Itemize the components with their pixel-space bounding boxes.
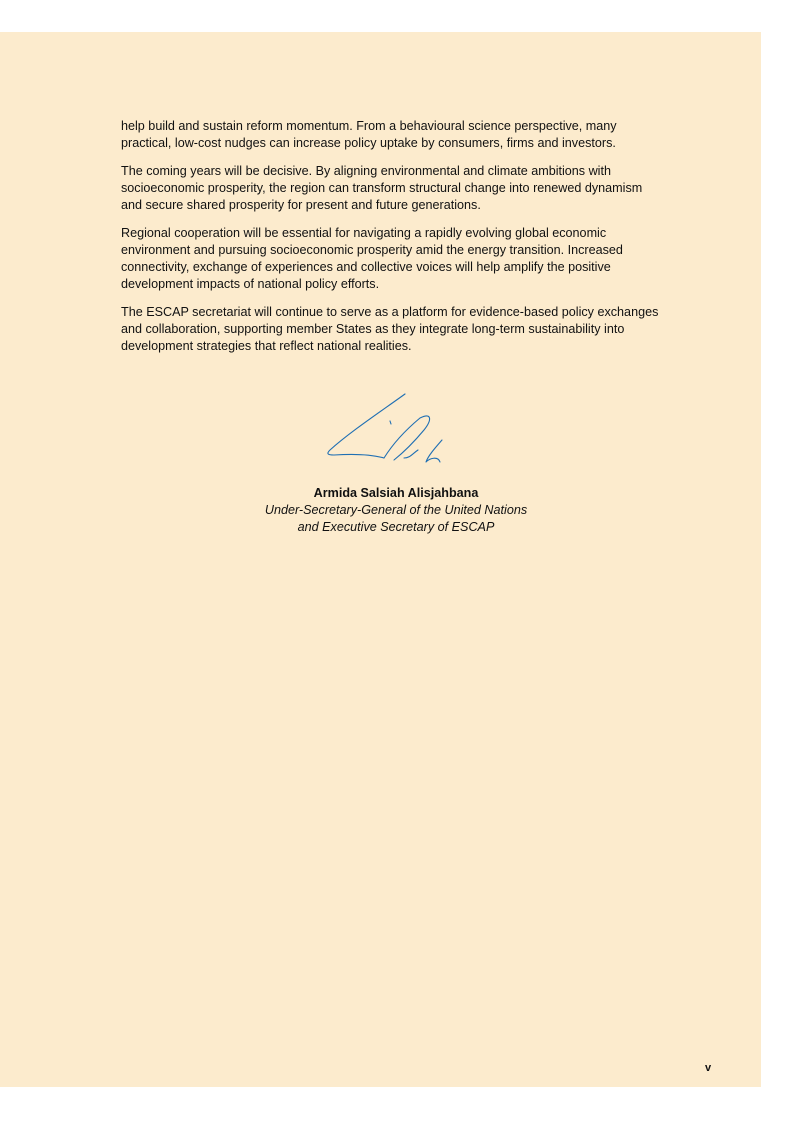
signatory-block [196,485,596,536]
signatory-name: Armida Salsiah Alisjahbana [313,486,479,500]
paragraph: The coming years will be decisive. By aligning environmental and climate ambitions with socioeconomic prosperity, the region can transform structural change into renewed dynamism and secure shared prosperity for present and future generations. [121,164,643,212]
page-number: v [704,1062,712,1074]
handwritten-signature [320,392,460,477]
paragraph: The ESCAP secretariat will continue to serve as a platform for evidence-based policy exchanges and collaboration, supporting member States as they integrate long-term sustainability into development strategies that reflect national realities. [121,305,659,353]
document-page [0,32,761,1087]
signatory-title-line2: and Executive Secretary of ESCAP [297,520,495,534]
paragraph: help build and sustain reform momentum. From a behavioural science perspective, many practical, low-cost nudges can increase policy uptake by consumers, firms and investors. [121,119,617,150]
signatory-title-line1: Under-Secretary-General of the United Nations [264,503,528,517]
body-text [121,118,661,366]
paragraph: Regional cooperation will be essential for navigating a rapidly evolving global economic environment and pursuing socioeconomic prosperity amid the energy transition. Increased connectivity, exchange of experiences and collective voices will help amplify the positive development impacts of national policy efforts. [121,226,623,291]
